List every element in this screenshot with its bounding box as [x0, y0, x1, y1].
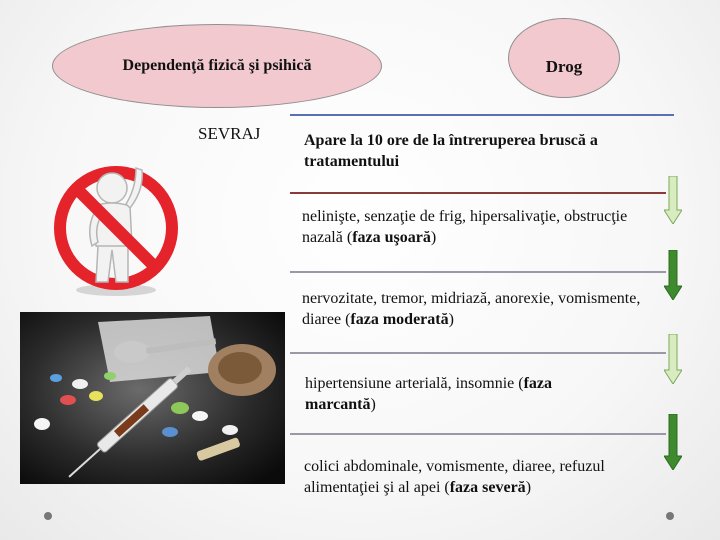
ellipse-title: Dependenţă fizică şi psihică [122, 57, 312, 74]
drugs-photo [20, 312, 285, 484]
divider-4 [290, 433, 666, 435]
stage-3-text: hipertensiune arterială, insomnie (faza marcantă) [305, 375, 553, 413]
divider-top [290, 114, 674, 116]
phase-4: faza severă [449, 479, 526, 496]
stop-person-icon [52, 150, 180, 300]
phase-2: faza moderată [350, 311, 449, 328]
arrow-down-icon [664, 334, 682, 384]
arrow-down-icon [664, 250, 682, 300]
phase-1: faza uşoară [352, 229, 431, 246]
decorative-dot [666, 512, 674, 520]
stage-2-text: nervozitate, tremor, midriază, anorexie, vomismente, diaree (faza moderată) [302, 290, 641, 328]
divider-3 [290, 352, 666, 354]
decorative-dot [44, 512, 52, 520]
stage-4-text: colici abdominale, vomismente, diaree, refuzul alimentaţiei şi al apei (faza severă) [304, 458, 605, 496]
ellipse-drog [508, 18, 620, 98]
arrow-down-icon [664, 176, 682, 224]
divider-1 [290, 192, 666, 194]
ellipse-dependence [52, 24, 382, 108]
arrow-down-icon [664, 414, 682, 470]
sevraj-label: SEVRAJ [198, 124, 261, 143]
header-text: Apare la 10 ore de la întreruperea bruscă a tratamentului [304, 132, 598, 170]
drog-label: Drog [545, 57, 583, 76]
stage-1-text: nelinişte, senzaţie de frig, hipersalivaţie, obstrucţie nazală (faza uşoară) [302, 208, 628, 246]
divider-2 [290, 271, 666, 273]
phase-3: faza marcantă [305, 375, 553, 413]
